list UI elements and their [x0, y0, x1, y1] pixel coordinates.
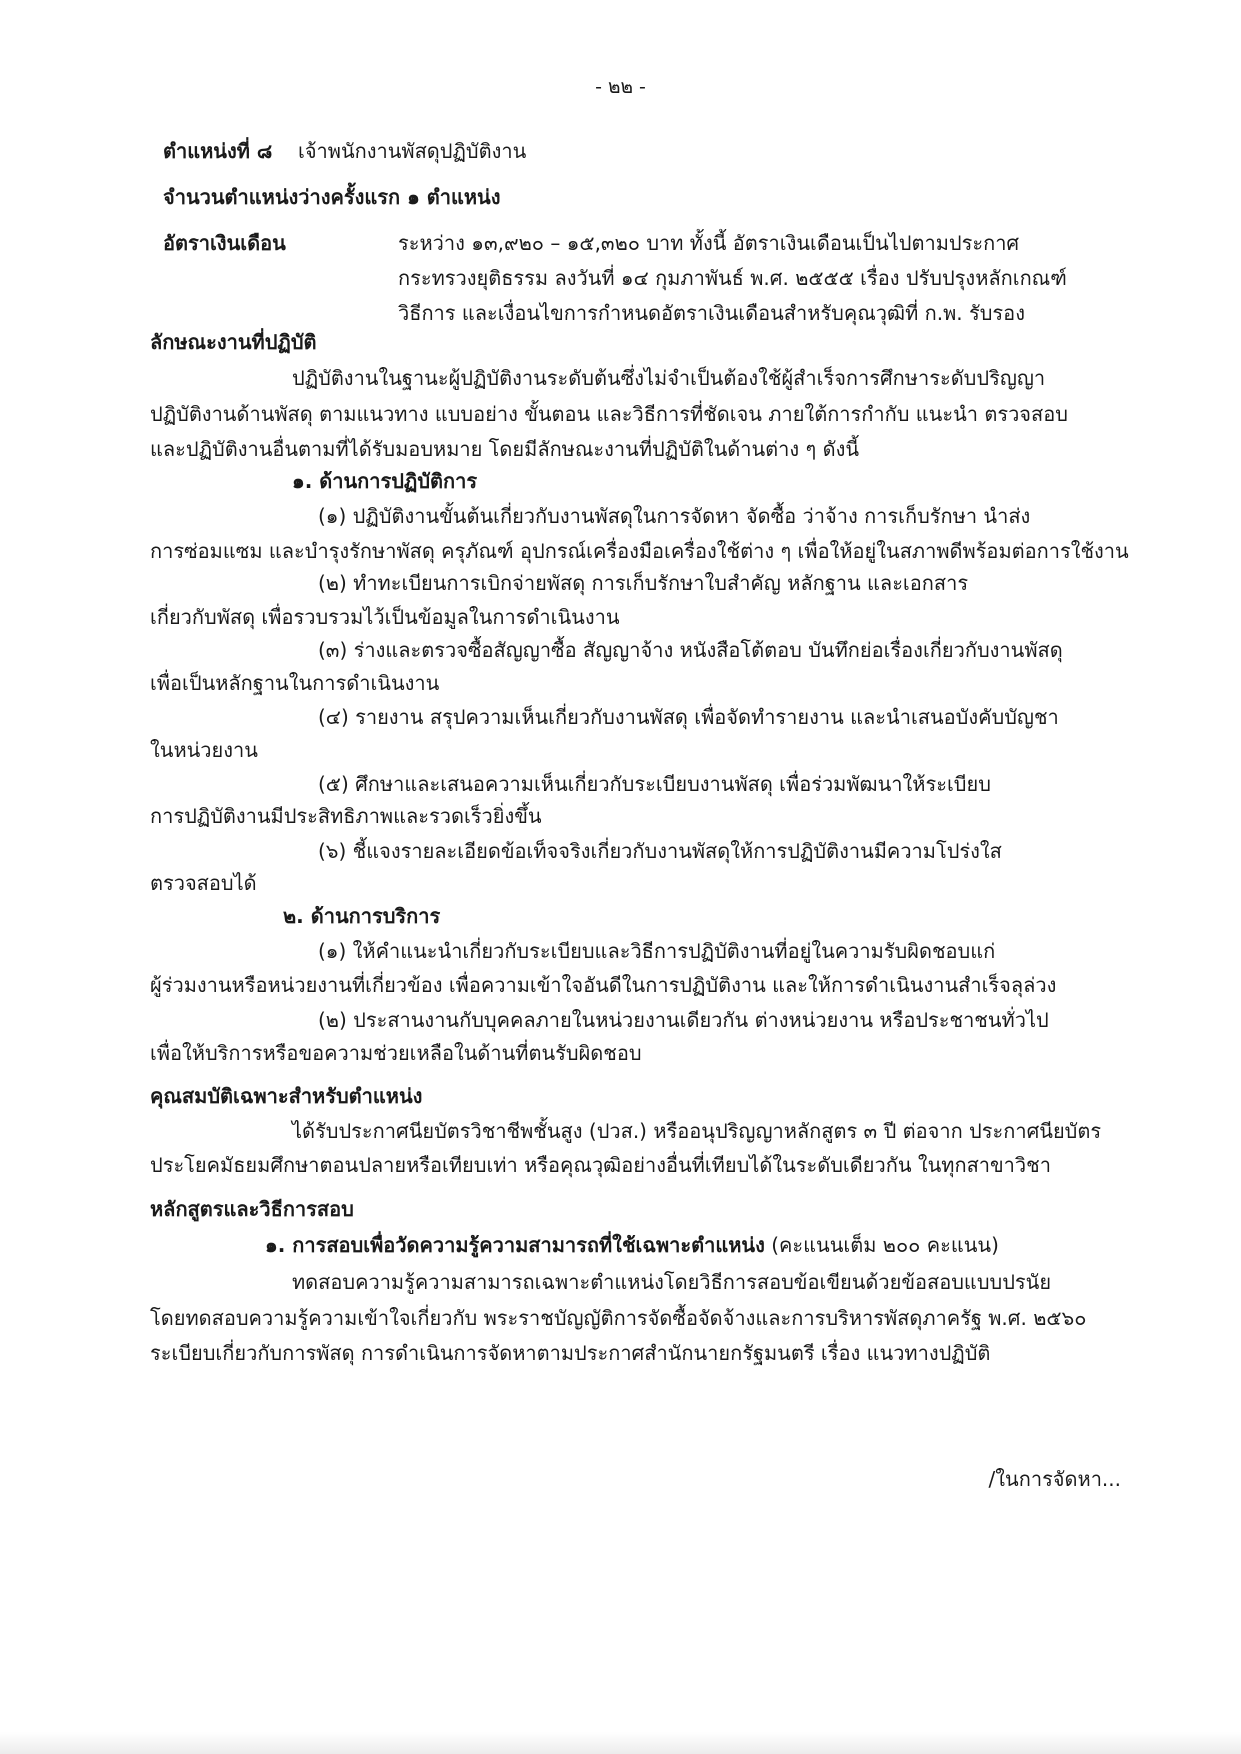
section-title: ๒. ด้านการบริการ [283, 904, 441, 928]
duty-item-continuation: การซ่อมแซม และบำรุงรักษาพัสดุ ครุภัณฑ์ อุปกรณ์เครื่องมือเครื่องใช้ต่าง ๆ เพื่อให้อยู่ในสภาพดีพร้อมต่อการใช้งาน [150, 539, 1129, 563]
duty-item-first-line: (๓) ร่างและตรวจซื้อสัญญาซื้อ สัญญาจ้าง หนังสือโต้ตอบ บันทึกย่อเรื่องเกี่ยวกับงานพัสดุ [318, 638, 1063, 662]
exam-part1 [265, 1232, 999, 1258]
continued-marker: /ในการจัดหา... [988, 1467, 1121, 1491]
duty-item-continuation: เกี่ยวกับพัสดุ เพื่อรวบรวมไว้เป็นข้อมูลในการดำเนินงาน [150, 605, 620, 629]
position-label: ตำแหน่งที่ ๘ [163, 139, 273, 163]
duty-item-first-line: (๒) ทำทะเบียนการเบิกจ่ายพัสดุ การเก็บรักษาใบสำคัญ หลักฐาน และเอกสาร [318, 571, 969, 595]
qualifications-line: ได้รับประกาศนียบัตรวิชาชีพชั้นสูง (ปวส.) หรืออนุปริญญาหลักสูตร ๓ ปี ต่อจาก ประกาศนียบัตร [292, 1119, 1102, 1143]
duties-intro-line: ปฏิบัติงานในฐานะผู้ปฏิบัติงานระดับต้นซึ่งไม่จำเป็นต้องใช้ผู้สำเร็จการศึกษาระดับปริญญา [292, 366, 1046, 390]
exam-heading: หลักสูตรและวิธีการสอบ [150, 1197, 354, 1221]
page-number: - ๒๒ - [595, 76, 646, 98]
service-item-first-line: (๑) ให้คำแนะนำเกี่ยวกับระเบียบและวิธีการปฏิบัติงานที่อยู่ในความรับผิดชอบแก่ [318, 939, 996, 963]
qualifications-line: ประโยคมัธยมศึกษาตอนปลายหรือเทียบเท่า หรือคุณวุฒิอย่างอื่นที่เทียบได้ในระดับเดียวกัน ในทุกสาขาวิชา [150, 1153, 1051, 1177]
exam-line: ระเบียบเกี่ยวกับการพัสดุ การดำเนินการจัดหาตามประกาศสำนักนายกรัฐมนตรี เรื่อง แนวทางปฏิบัติ [150, 1341, 991, 1365]
duty-item-first-line: (๖) ชี้แจงรายละเอียดข้อเท็จจริงเกี่ยวกับงานพัสดุให้การปฏิบัติงานมีความโปร่งใส [318, 839, 1002, 863]
position-title: เจ้าพนักงานพัสดุปฏิบัติงาน [298, 139, 527, 163]
salary-line: กระทรวงยุติธรรม ลงวันที่ ๑๔ กุมภาพันธ์ พ.ศ. ๒๕๕๕ เรื่อง ปรับปรุงหลักเกณฑ์ [398, 266, 1067, 290]
section-title: ๑. ด้านการปฏิบัติการ [292, 469, 478, 493]
service-item-first-line: (๒) ประสานงานกับบุคคลภายในหน่วยงานเดียวกัน ต่างหน่วยงาน หรือประชาชนทั่วไป [318, 1008, 1049, 1032]
duty-item-first-line: (๔) รายงาน สรุปความเห็นเกี่ยวกับงานพัสดุ เพื่อจัดทำรายงาน และนำเสนอบังคับบัญชา [318, 705, 1059, 729]
salary-label: อัตราเงินเดือน [163, 231, 286, 255]
exam-line: ทดสอบความรู้ความสามารถเฉพาะตำแหน่งโดยวิธีการสอบข้อเขียนด้วยข้อสอบแบบปรนัย [292, 1270, 1052, 1294]
duties-intro-line: ปฏิบัติงานด้านพัสดุ ตามแนวทาง แบบอย่าง ขั้นตอน และวิธีการที่ชัดเจน ภายใต้การกำกับ แนะนำ ตรวจสอบ [150, 402, 1068, 426]
scan-edge-shadow [0, 1732, 1241, 1754]
salary-line: ระหว่าง ๑๓,๙๒๐ – ๑๕,๓๒๐ บาท ทั้งนี้ อัตราเงินเดือนเป็นไปตามประกาศ [398, 231, 1020, 255]
duties-heading: ลักษณะงานที่ปฏิบัติ [150, 330, 317, 354]
qualifications-heading: คุณสมบัติเฉพาะสำหรับตำแหน่ง [150, 1084, 423, 1108]
duties-intro-line: และปฏิบัติงานอื่นตามที่ได้รับมอบหมาย โดยมีลักษณะงานที่ปฏิบัติในด้านต่าง ๆ ดังนี้ [150, 437, 860, 461]
duty-item-continuation: ตรวจสอบได้ [150, 871, 257, 895]
exam-part1-title: ๑. การสอบเพื่อวัดความรู้ความสามารถที่ใช้เฉพาะตำแหน่ง [265, 1233, 765, 1257]
salary-line: วิธีการ และเงื่อนไขการกำหนดอัตราเงินเดือนสำหรับคุณวุฒิที่ ก.พ. รับรอง [398, 301, 1025, 325]
exam-part1-score: (คะแนนเต็ม ๒๐๐ คะแนน) [771, 1233, 999, 1257]
duty-item-continuation: การปฏิบัติงานมีประสิทธิภาพและรวดเร็วยิ่งขึ้น [150, 804, 542, 828]
duty-item-continuation: เพื่อเป็นหลักฐานในการดำเนินงาน [150, 671, 440, 695]
exam-line: โดยทดสอบความรู้ความเข้าใจเกี่ยวกับ พระราชบัญญัติการจัดซื้อจัดจ้างและการบริหารพัสดุภาครัฐ พ.ศ. ๒๕๖๐ [150, 1306, 1087, 1330]
vacancy-count: จำนวนตำแหน่งว่างครั้งแรก ๑ ตำแหน่ง [163, 185, 501, 209]
service-item-continuation: ผู้ร่วมงานหรือหน่วยงานที่เกี่ยวข้อง เพื่อความเข้าใจอันดีในการปฏิบัติงาน และให้การดำเนินงานสำเร็จลุล่วง [150, 973, 1057, 997]
duty-item-continuation: ในหน่วยงาน [150, 738, 258, 762]
duty-item-first-line: (๑) ปฏิบัติงานขั้นต้นเกี่ยวกับงานพัสดุในการจัดหา จัดซื้อ ว่าจ้าง การเก็บรักษา นำส่ง [318, 504, 1031, 528]
service-item-continuation: เพื่อให้บริการหรือขอความช่วยเหลือในด้านที่ตนรับผิดชอบ [150, 1041, 642, 1065]
duty-item-first-line: (๕) ศึกษาและเสนอความเห็นเกี่ยวกับระเบียบงานพัสดุ เพื่อร่วมพัฒนาให้ระเบียบ [318, 772, 991, 796]
